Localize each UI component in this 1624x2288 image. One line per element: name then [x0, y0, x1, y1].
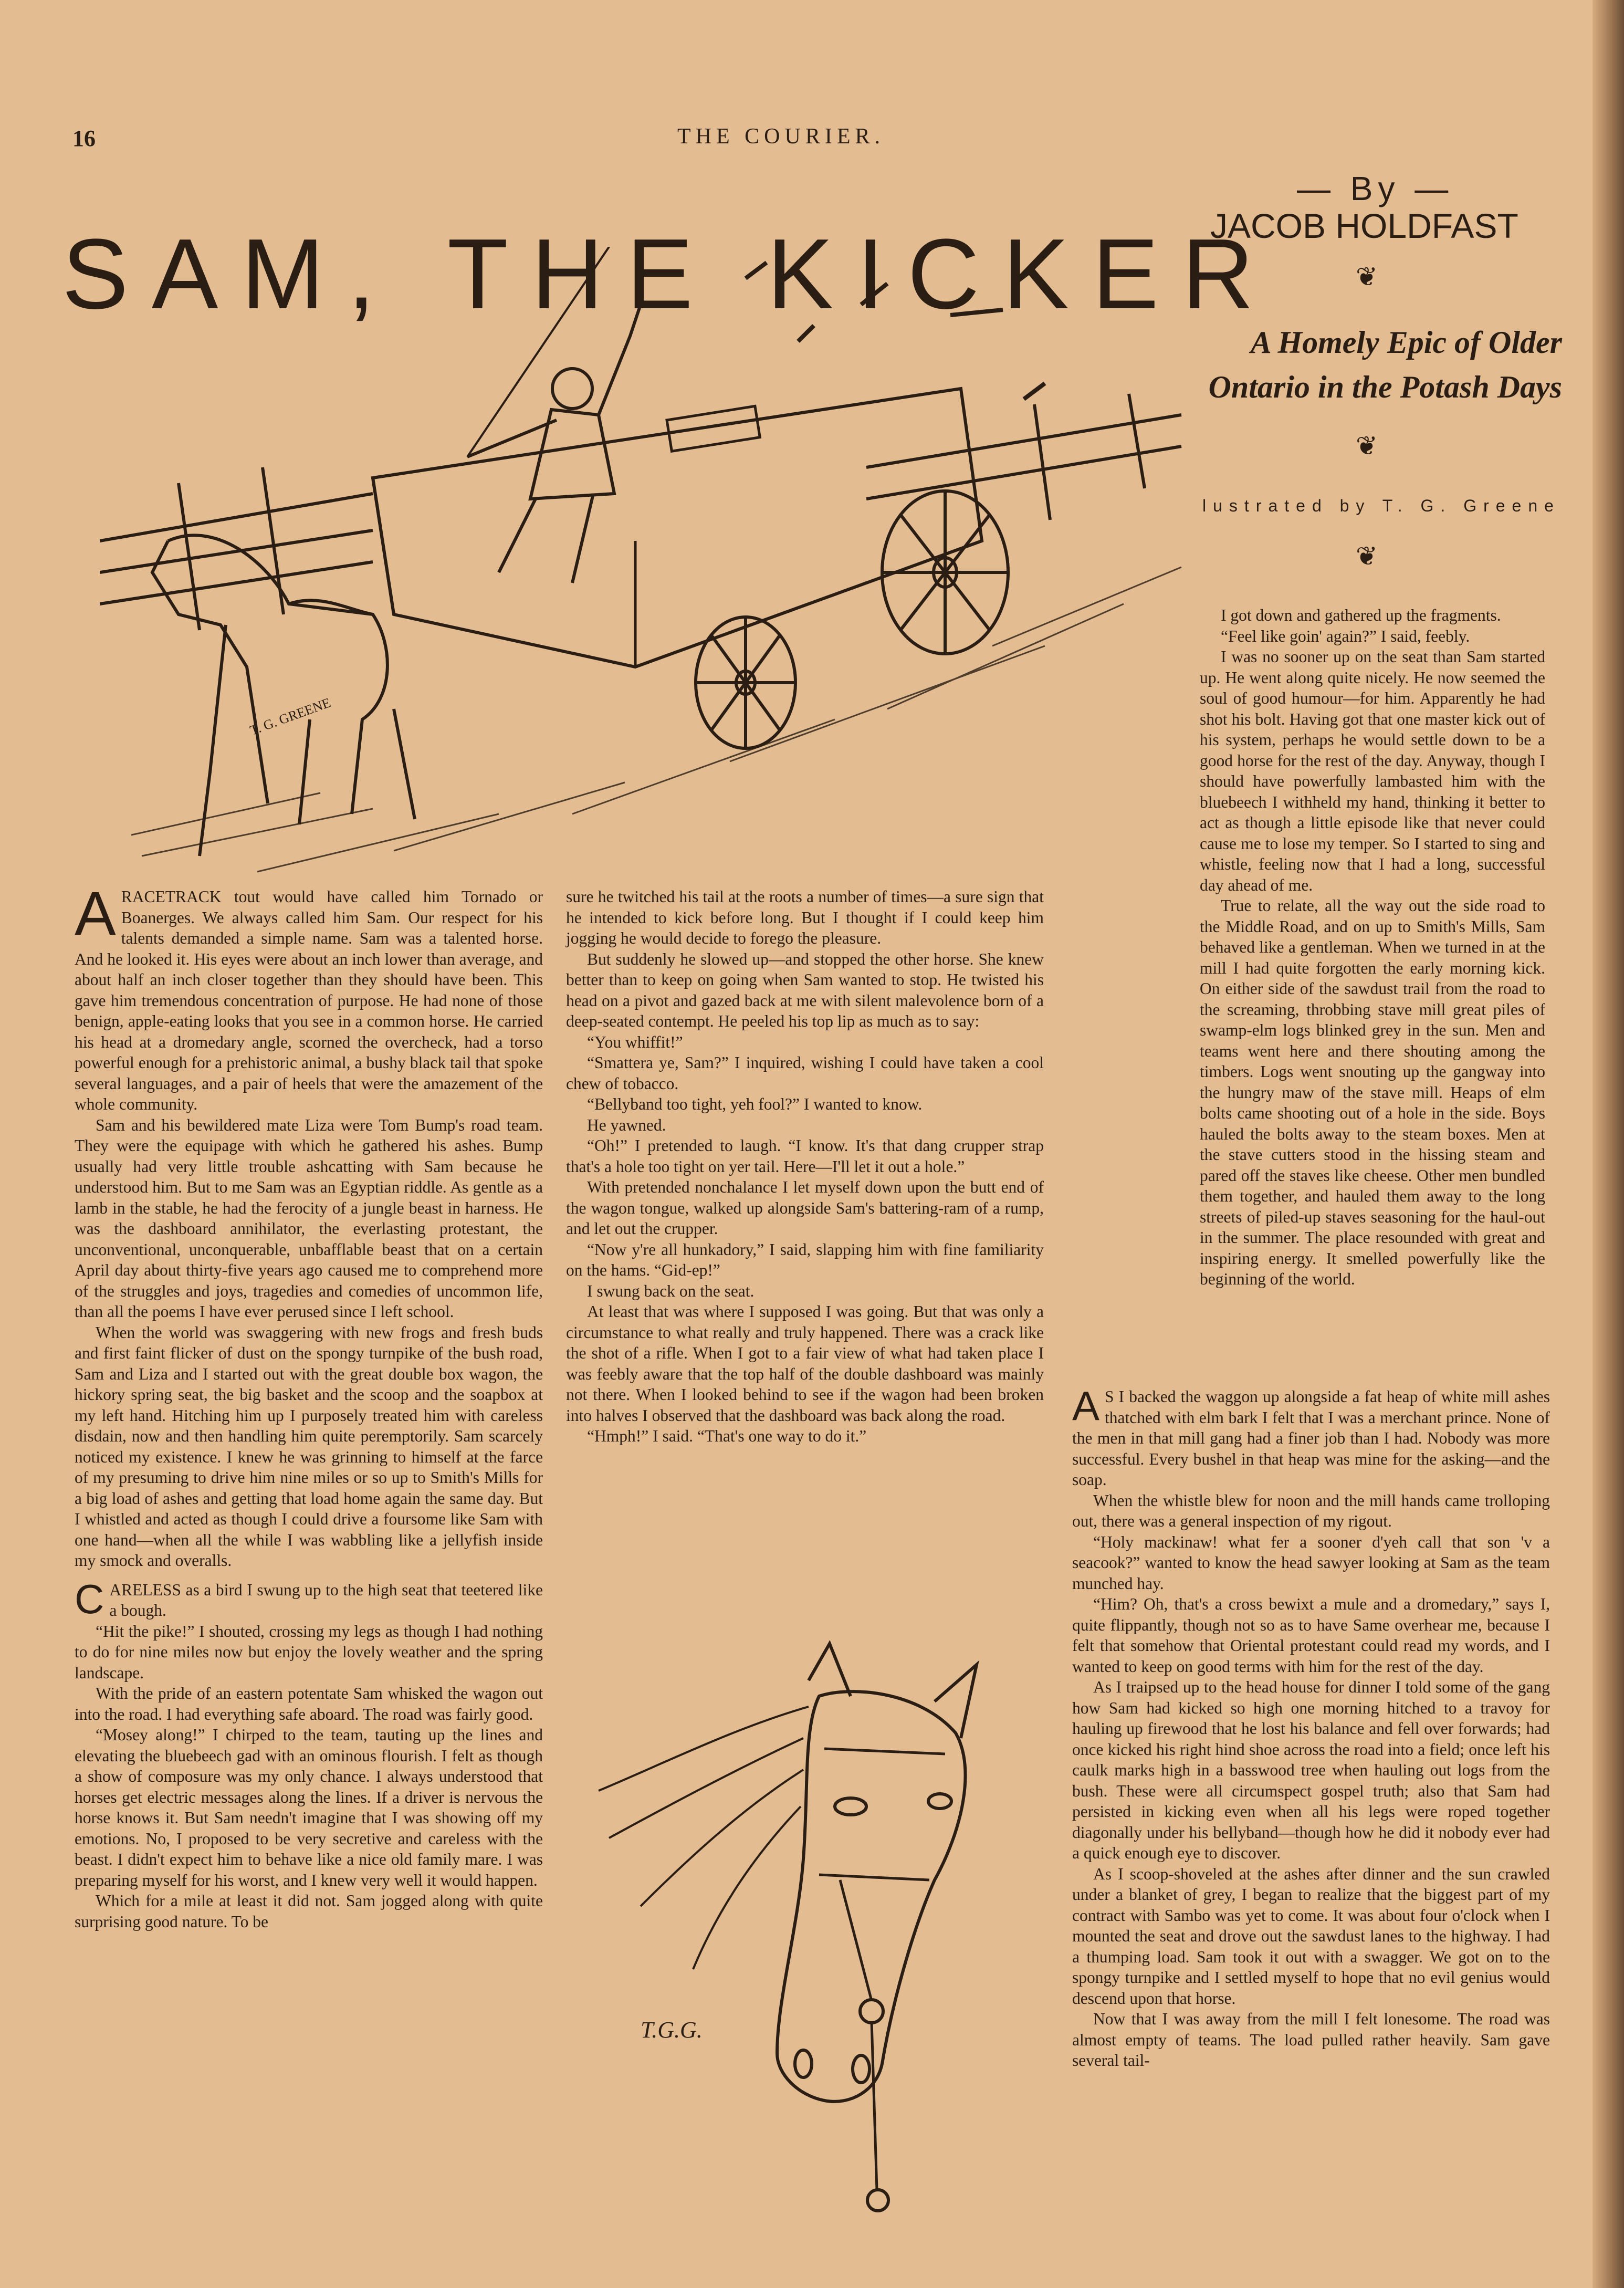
column-3-top [1200, 605, 1545, 1290]
wagon-illustration [100, 247, 1192, 893]
paragraph: I was no sooner up on the seat than Sam started up. He went along quite nicely. He now seemed the soul of good humour—for him. Apparently he had shot his bolt. Having got that one master kick out of his system, perhaps he would settle down to be a good horse for the rest of the day. Anyway, though I should have powerfully lambasted him with the bluebeech I withheld my hand, thinking it better to act as though a little episode like that never could cause me to lose my temper. So I started to sing and whistle, feeling now that I had a long, successful day ahead of me. [1200, 647, 1545, 894]
paragraph: He yawned. [587, 1115, 666, 1134]
drop-cap: C [75, 1575, 104, 1622]
paragraph: With pretended nonchalance I let myself down upon the butt end of the wagon tongue, walked up alongside Sam's battering-ram of a rump, and let out the crupper. [566, 1178, 1044, 1238]
fleuron-ornament-icon: ❦ [1356, 431, 1378, 461]
paragraph: But suddenly he slowed up—and stopped the other horse. She knew better than to keep on going when Sam wanted to stop. He twisted his head on a pivot and gazed back at me with silent malevolence born of a deep-seated contempt. He peeled his top lip as much as to say: [566, 949, 1044, 1030]
paragraph: “Now y're all hunkadory,” I said, slapping him with fine familiarity on the hams. “Gid-ep!” [566, 1240, 1044, 1279]
byline-author: JACOB HOLDFAST [1210, 206, 1518, 245]
paragraph: Sam and his bewildered mate Liza were Tom Bump's road team. They were the equipage with which he gathered his ashes. Bump usually had very little trouble ashcatting with Sam because he understood him. But to me Sam was an Egyptian riddle. As gentle as a lamb in the stable, he had the ferocity of a jungle beast in harness. He was the dashboard annihilator, the everlasting protestant, the unconventional, unconquerable, unbafflable beast that on a certain April day about thirty-five years ago caused me to comprehend more of the struggles and joys, tragedies and comedies of uncommon life, than all the poems I have ever perused since I left school. [75, 1115, 543, 1321]
paragraph: “Him? Oh, that's a cross bewixt a mule and a dromedary,” says I, quite flippantly, though not so as to have Same overhear me, because I felt that somehow that Oriental protestant could read my words, and I wanted to keep on good terms with him for the rest of the day. [1072, 1595, 1550, 1676]
drop-cap: A [1072, 1383, 1100, 1429]
page-edge-shadow [1592, 0, 1624, 2288]
column-1 [75, 879, 543, 1932]
paragraph: True to relate, all the way out the side road to the Middle Road, and on up to Smith's Mills, Sam behaved like a gentleman. When we turned in at the mill I had quite forgotten the early morning kick. On either side of the sawdust trail from the road to the screaming, throbbing stave mill great piles of swamp-elm logs blinked grey in the sun. Men and teams went here and there shouting among the timbers. Logs went snouting up the gangway into the hungry maw of the stave mill. Heaps of elm bolts came shooting out of a hole in the side. Boys hauled the bolts away to the steam boxes. Men at the stave cutters stood in the hissing steam and pared off the staves like cheese. Other men bundled them together, and hauled them away to the long streets of piled-up staves seasoning for the haul-out in the summer. The place resounded with great and inspiring energy. It smelled powerfully like the beginning of the world. [1200, 896, 1545, 1288]
paragraph: CARELESS as a bird I swung up to the high seat that teetered like a bough. [75, 1575, 543, 1622]
paragraph: “Oh!” I pretended to laugh. “I know. It's that dang crupper strap that's a hole too tight on yer tail. Here—I'll let it out a hole.” [566, 1136, 1044, 1176]
paragraph: At least that was where I supposed I was going. But that was only a circumstance to what really and truly happened. There was a crack like the shot of a rifle. When I got to a fair view of what had taken place I was feebly aware that the top half of the double dashboard was mainly not there. When I looked behind to see if the wagon had been broken into halves I observed that the dashboard was back along the road. [566, 1302, 1044, 1425]
paragraph: “Hit the pike!” I shouted, crossing my legs as though I had nothing to do for nine miles now but enjoy the lovely weather and the spring landscape. [75, 1622, 543, 1682]
subtitle-line-2: Ontario in the Potash Days [1208, 370, 1562, 405]
paragraph: “Bellyband too tight, yeh fool?” I wanted to know. [587, 1095, 923, 1113]
page-number: 16 [72, 126, 96, 151]
wagon-illustration-signature: T. G. GREENE [248, 695, 333, 738]
paragraph: As I scoop-shoveled at the ashes after dinner and the sun crawled under a blanket of grey, I began to realize that the biggest part of my contract with Sambo was yet to come. It was about four o'clock when I mounted the seat and drove out the sawdust lanes to the highway. I had a thumping load. Sam took it out with a swagger. We got on to the spongy turnpike and I settled myself to hope that no evil genius would descend upon that horse. [1072, 1864, 1550, 2008]
horse-illustration-signature: T.G.G. [641, 2017, 703, 2043]
paragraph: With the pride of an eastern potentate Sam whisked the wagon out into the road. I had everything safe aboard. The road was fairly good. [75, 1684, 543, 1723]
paragraph: When the whistle blew for noon and the mill hands came trolloping out, there was a general inspection of my rigout. [1072, 1491, 1550, 1530]
paragraph: I swung back on the seat. [587, 1281, 755, 1300]
illustrator-credit: lustrated by T. G. Greene [1202, 496, 1560, 515]
paragraph: As I traipsed up to the head house for dinner I told some of the gang how Sam had kicked so high one morning hitched to a travoy for hauling up firewood that he lost his balance and fell over forwards; had once kicked his right hind shoe across the road into a field; once left his caulk marks high in a basswood tree when hauling out logs from the bush. These were all circumspect gospel truth; also that Sam had persisted in kicking even when all his legs were roped together diagonally under his bellyband—though how he did it nobody ever had a quick enough eye to discover. [1072, 1678, 1550, 1862]
column-3 [1072, 1383, 1550, 2071]
fleuron-ornament-icon: ❦ [1356, 262, 1378, 291]
byline-by: — By — [1297, 170, 1454, 207]
column-2 [566, 886, 1044, 1447]
paragraph: “Holy mackinaw! what fer a sooner d'yeh call that son 'v a seacook?” wanted to know the head sawyer looking at Sam as the team munched hay. [1072, 1532, 1550, 1593]
paragraph: When the world was swaggering with new frogs and fresh buds and first faint flicker of dust on the spongy turnpike of the bush road, Sam and Liza and I started out with the great double box wagon, the hickory spring seat, the big basket and the scoop and the soapbox at my left hand. Hitching him up I purposely treated him with careless disdain, now and then handling him quite peremptorily. Sam scarcely noticed my existence. I knew he was grinning to himself at the farce of my presuming to drive him nine miles or so up to Smith's Mills for a big load of ashes and getting that load home again the same day. But I whistled and acted as though I could drive a foursome like Sam with one hand—when all the while I was wabbling like a jellyfish inside my smock and overalls. [75, 1323, 543, 1570]
paragraph: “You whiffit!” [587, 1032, 683, 1051]
story-title: SAM, THE KICKER [62, 218, 1277, 330]
paragraph: “Mosey along!” I chirped to the team, tauting up the lines and elevating the bluebeech gad with an ominous flourish. I felt as though a show of composure was my only chance. I always understood that horses get electric messages along the lines. If a driver is nervous the horse knows it. But Sam needn't imagine that I was showing off my emotions. No, I proposed to be very secretive and careless with the beast. I didn't expect him to behave like a nice old family mare. I was preparing myself for his worst, and I knew very well it would happen. [75, 1726, 543, 1889]
paragraph: A S I backed the waggon up alongside a fat heap of white mill ashes thatched with elm bark I felt that I was a merchant prince. None of the men in that mill gang had a finer job than I had. Nobody was more successful. Every bushel in that heap was mine for the asking—and the soap. [1072, 1383, 1550, 1489]
paragraph: sure he twitched his tail at the roots a number of times—a sure sign that he intended to kick before long. But I thought if I could keep him jogging he would decide to forego the pleasure. [566, 887, 1044, 947]
paragraph: Now that I was away from the mill I felt lonesome. The road was almost empty of teams. The load pulled rather heavily. Sam gave several tail- [1072, 2010, 1550, 2070]
drop-cap: A [75, 879, 116, 948]
front-wheel [696, 617, 795, 748]
paragraph: Which for a mile at least it did not. Sam jogged along with quite surprising good nature. To be [75, 1892, 543, 1931]
subtitle [1195, 320, 1562, 410]
rear-wheel [882, 491, 1008, 654]
subtitle-line-1: A Homely Epic of Older [1250, 325, 1562, 360]
running-head: THE COURIER. [677, 124, 885, 149]
horse-head-illustration [578, 1633, 1040, 2221]
fleuron-ornament-icon: ❦ [1356, 541, 1378, 571]
paragraph: I got down and gathered up the fragments. [1221, 606, 1501, 624]
paragraph: “Feel like goin' again?” I said, feebly. [1221, 626, 1470, 645]
paragraph: “Hmph!” I said. “That's one way to do it.” [587, 1427, 867, 1445]
paragraph: “Smattera ye, Sam?” I inquired, wishing I could have taken a cool chew of tobacco. [566, 1053, 1044, 1093]
paragraph: ARACETRACK tout would have called him Tornado or Boanerges. We always called him Sam. Our respect for his talents demanded a simple name. Sam was a talented horse. And he looked it. His eyes were about an inch lower than average, and about half an inch closer together than they should have been. This gave him tremendous concentration of purpose. He had none of those benign, apple-eating looks that you see in a common horse. He carried his head at a dromedary angle, scorned the overcheck, had a torso powerful enough for a prehistoric animal, a bushy black tail that spoke several languages, and a pair of heels that were the amazement of the whole community. [75, 879, 543, 1113]
